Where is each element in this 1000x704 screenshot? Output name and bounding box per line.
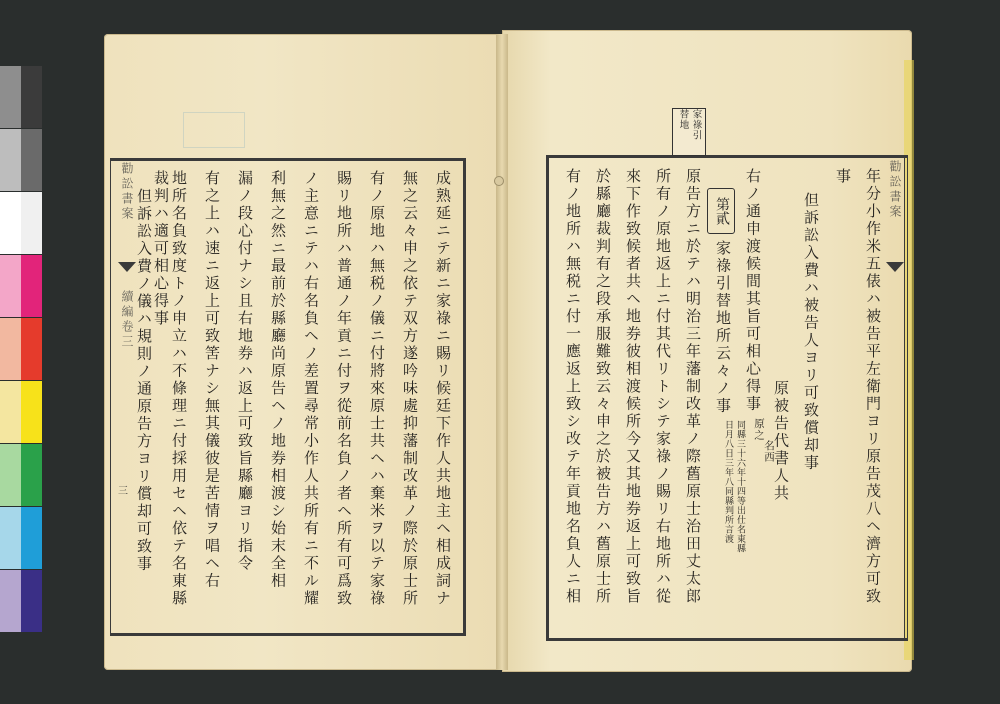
calibration-swatch (21, 507, 42, 569)
right-margin-rule (904, 155, 905, 641)
left-column-2: 無之云々申之依テ双方遂吟味處抑藩制改革ノ際於原士所 (401, 170, 419, 608)
left-margin-rule (110, 158, 111, 636)
left-column-3: 有ノ原地ハ無税ノ儀ニ付將來原士共ヘハ棄米ヲ以テ家祿 (368, 170, 386, 608)
right-column-1: 年分小作米五俵ハ被告平左衛門ヨリ原告茂八ヘ濟方可致 (864, 168, 882, 606)
calibration-swatch (0, 507, 21, 569)
left-column-10: 裁判ハ適可相心得事 (152, 170, 170, 328)
topic-tag (672, 108, 706, 156)
calibration-swatch (21, 318, 42, 380)
left-header-volume: 續編卷三 (120, 290, 134, 350)
left-column-11: 但訴訟入費ノ儀ハ規則ノ通原告方ヨリ償却可致事 (135, 188, 153, 573)
calibration-swatch (0, 255, 21, 317)
left-column-4: 賜リ地所ハ普通ノ年貢ニ付ヲ從前名負ノ者ヘ所有可爲致 (335, 170, 353, 608)
calibration-swatch (0, 66, 21, 128)
right-column-5: 右ノ通申渡候間其旨可相心得事 (744, 168, 762, 413)
calibration-swatch (0, 129, 21, 191)
right-column-11: 有ノ地所ハ無税ニ付一應返上致シ改テ年貢地名負人ニ相 (564, 168, 582, 606)
calibration-swatch (21, 255, 42, 317)
calibration-swatch (0, 570, 21, 632)
calibration-swatch (0, 192, 21, 254)
right-column-8: 所有ノ原地返上ニ付其代リトシテ家祿ノ賜リ右地所ハ從 (654, 168, 672, 606)
calibration-swatch (0, 381, 21, 443)
calibration-swatch (21, 444, 42, 506)
color-calibration-strip (0, 66, 42, 632)
annotation-name: 名西 (763, 440, 775, 463)
left-page-number: 三 (118, 486, 128, 497)
left-column-8: 有之上ハ速ニ返上可致筈ナシ無其儀彼是苦情ヲ唱ヘ右 (203, 170, 221, 590)
topic-tag-line-1: 家祿引 (690, 109, 702, 141)
right-column-7: 原告方ニ於テハ明治三年藩制改革ノ際舊原士治田丈太郎 (684, 168, 702, 606)
calibration-swatch (0, 444, 21, 506)
calibration-swatch (21, 66, 42, 128)
faded-stamp (183, 112, 245, 148)
right-column-6: 家祿引替地所云々ノ事 (714, 240, 732, 415)
annotation-label: 原之 (753, 418, 765, 441)
right-column-10: 於縣廳裁判有之段承服難致云々申之於被告方ハ舊原士所 (594, 168, 612, 606)
left-column-9: 地所名負致度トノ申立ハ不條理ニ付採用セヘ依テ名東縣 (170, 170, 188, 608)
topic-tag-line-2: 替地 (677, 109, 689, 130)
left-column-6: 利無之然ニ最前於縣廳尚原告ヘノ地券相渡シ始末全相 (269, 170, 287, 590)
left-column-1: 成熟延ニテ新ニ家祿ニ賜リ候廷下作人共地主ヘ相成詞ナ (434, 170, 452, 608)
left-column-7: 漏ノ段心付ナシ且右地券ハ返上可致旨縣廳ヨリ指令 (236, 170, 254, 573)
calibration-swatch (21, 192, 42, 254)
left-header-side: 勸訟書案 (120, 162, 134, 222)
case-number-badge: 第貳 (707, 188, 735, 234)
calibration-swatch (21, 570, 42, 632)
right-column-9: 來下作致候者共ヘ地券彼相渡候所今又其地券返上可致旨 (624, 168, 642, 606)
annotation-date-2: 日月八日三年八同縣判所言渡 (723, 420, 733, 544)
right-column-4: 原被告代書人共 (772, 380, 790, 503)
annotation-date-1: 同縣三十六年十四等出仕名東縣 (735, 420, 745, 553)
right-fish-tail-icon (886, 262, 904, 272)
binding-hole (494, 176, 504, 186)
right-column-3: 但訴訟入費ハ被告人ヨリ可致償却事 (802, 192, 820, 472)
right-header-side: 勸訟書案 (888, 160, 902, 220)
calibration-swatch (0, 318, 21, 380)
right-column-2: 事 (834, 168, 852, 186)
left-column-5: ノ主意ニテハ右名負ヘノ差置尋常小作人共所有ニ不ル耀 (302, 170, 320, 608)
calibration-swatch (21, 381, 42, 443)
book-gutter (496, 34, 508, 670)
calibration-swatch (21, 129, 42, 191)
